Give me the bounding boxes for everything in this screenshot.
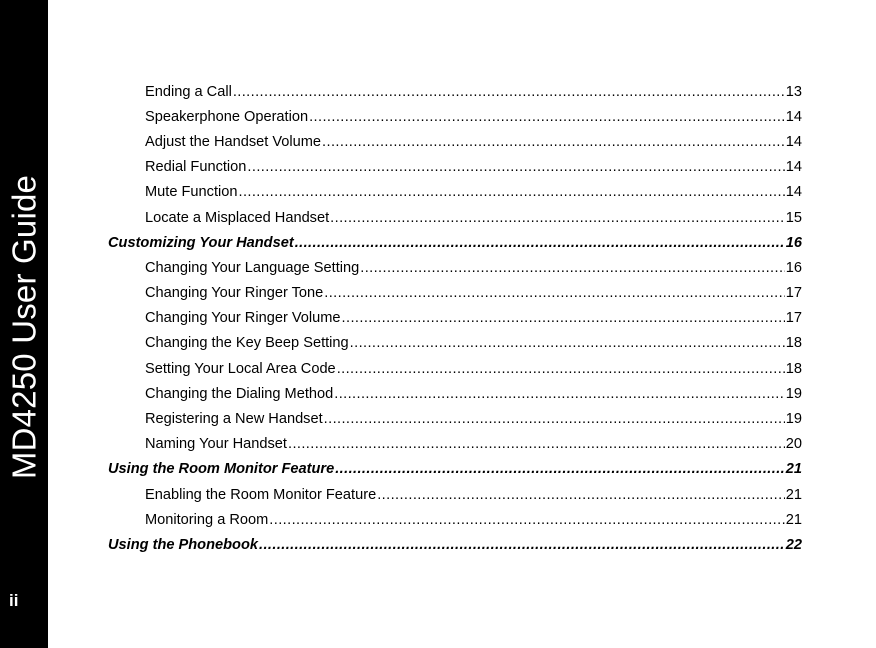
- dot-leader: [288, 436, 785, 452]
- toc-entry-title: Speakerphone Operation: [145, 108, 309, 125]
- dot-leader: [360, 260, 785, 276]
- toc-entry-adjust-handset-volume[interactable]: [108, 129, 802, 154]
- dot-leader: [233, 84, 785, 100]
- toc-entry-mute-function[interactable]: [108, 180, 802, 205]
- toc-entry-page: 19: [785, 385, 802, 402]
- dot-leader: [322, 134, 785, 150]
- toc-section-customizing-your-handset[interactable]: [108, 230, 802, 255]
- dot-leader: [247, 159, 784, 175]
- toc-entry-page: 21: [785, 486, 802, 503]
- toc-entry-page: 21: [785, 511, 802, 528]
- document-title: MD4250 User Guide: [5, 174, 43, 480]
- toc-entry-title: Monitoring a Room: [145, 511, 269, 528]
- toc-entry-changing-dialing-method[interactable]: [108, 381, 802, 406]
- toc-entry-registering-new-handset[interactable]: [108, 406, 802, 431]
- toc-entry-page: 15: [785, 209, 802, 226]
- toc-section-page: 22: [785, 536, 802, 553]
- toc-section-using-room-monitor-feature[interactable]: [108, 457, 802, 482]
- toc-entry-locate-misplaced-handset[interactable]: [108, 205, 802, 230]
- toc-entry-enabling-room-monitor-feature[interactable]: [108, 482, 802, 507]
- toc-section-page: 21: [785, 461, 802, 478]
- dot-leader: [334, 386, 785, 402]
- toc-entry-title: Changing Your Ringer Tone: [145, 285, 324, 302]
- toc-entry-ending-a-call[interactable]: [108, 79, 802, 104]
- toc-entry-page: 16: [785, 259, 802, 276]
- toc-entry-changing-language-setting[interactable]: [108, 255, 802, 280]
- toc-entry-page: 19: [785, 411, 802, 428]
- dot-leader: [350, 335, 785, 351]
- toc-section-title: Using the Phonebook: [108, 536, 258, 553]
- toc-entry-title: Registering a New Handset: [145, 411, 323, 428]
- toc-entry-page: 17: [785, 285, 802, 302]
- toc-entry-naming-your-handset[interactable]: [108, 432, 802, 457]
- dot-leader: [309, 109, 785, 125]
- toc-entry-changing-key-beep-setting[interactable]: [108, 331, 802, 356]
- dot-leader: [377, 487, 785, 503]
- toc-entry-title: Naming Your Handset: [145, 436, 287, 453]
- dot-leader: [324, 285, 785, 301]
- dot-leader: [342, 310, 785, 326]
- toc-entry-title: Mute Function: [145, 184, 238, 201]
- toc-entry-title: Ending a Call: [145, 83, 232, 100]
- toc-entry-page: 18: [785, 335, 802, 352]
- toc-entry-setting-local-area-code[interactable]: [108, 356, 802, 381]
- dot-leader: [295, 235, 785, 251]
- toc-entry-page: 14: [785, 108, 802, 125]
- toc-entry-title: Changing Your Language Setting: [145, 259, 360, 276]
- page-number: ii: [9, 591, 19, 610]
- dot-leader: [259, 537, 785, 553]
- toc-entry-page: 14: [785, 184, 802, 201]
- sidebar: [0, 0, 48, 648]
- dot-leader: [324, 411, 785, 427]
- toc-entry-title: Enabling the Room Monitor Feature: [145, 486, 377, 503]
- toc-entry-page: 13: [785, 83, 802, 100]
- toc-section-title: Customizing Your Handset: [108, 234, 294, 251]
- dot-leader: [335, 461, 785, 477]
- toc-entry-page: 14: [785, 133, 802, 150]
- toc-entry-changing-ringer-volume[interactable]: [108, 306, 802, 331]
- toc-entry-title: Adjust the Handset Volume: [145, 133, 322, 150]
- toc-entry-title: Changing Your Ringer Volume: [145, 310, 341, 327]
- toc-section-page: 16: [785, 234, 802, 251]
- toc-entry-title: Setting Your Local Area Code: [145, 360, 336, 377]
- dot-leader: [238, 184, 784, 200]
- toc-entry-page: 20: [785, 436, 802, 453]
- table-of-contents: [108, 79, 802, 558]
- toc-section-using-the-phonebook[interactable]: [108, 532, 802, 557]
- toc-entry-speakerphone-operation[interactable]: [108, 104, 802, 129]
- toc-entry-title: Redial Function: [145, 159, 247, 176]
- toc-entry-title: Locate a Misplaced Handset: [145, 209, 330, 226]
- dot-leader: [269, 512, 784, 528]
- dot-leader: [337, 361, 785, 377]
- toc-entry-page: 18: [785, 360, 802, 377]
- toc-entry-redial-function[interactable]: [108, 155, 802, 180]
- toc-entry-changing-ringer-tone[interactable]: [108, 281, 802, 306]
- toc-entry-title: Changing the Dialing Method: [145, 385, 334, 402]
- toc-entry-page: 17: [785, 310, 802, 327]
- toc-entry-page: 14: [785, 159, 802, 176]
- toc-entry-monitoring-a-room[interactable]: [108, 507, 802, 532]
- dot-leader: [330, 210, 785, 226]
- toc-section-title: Using the Room Monitor Feature: [108, 461, 335, 478]
- toc-entry-title: Changing the Key Beep Setting: [145, 335, 349, 352]
